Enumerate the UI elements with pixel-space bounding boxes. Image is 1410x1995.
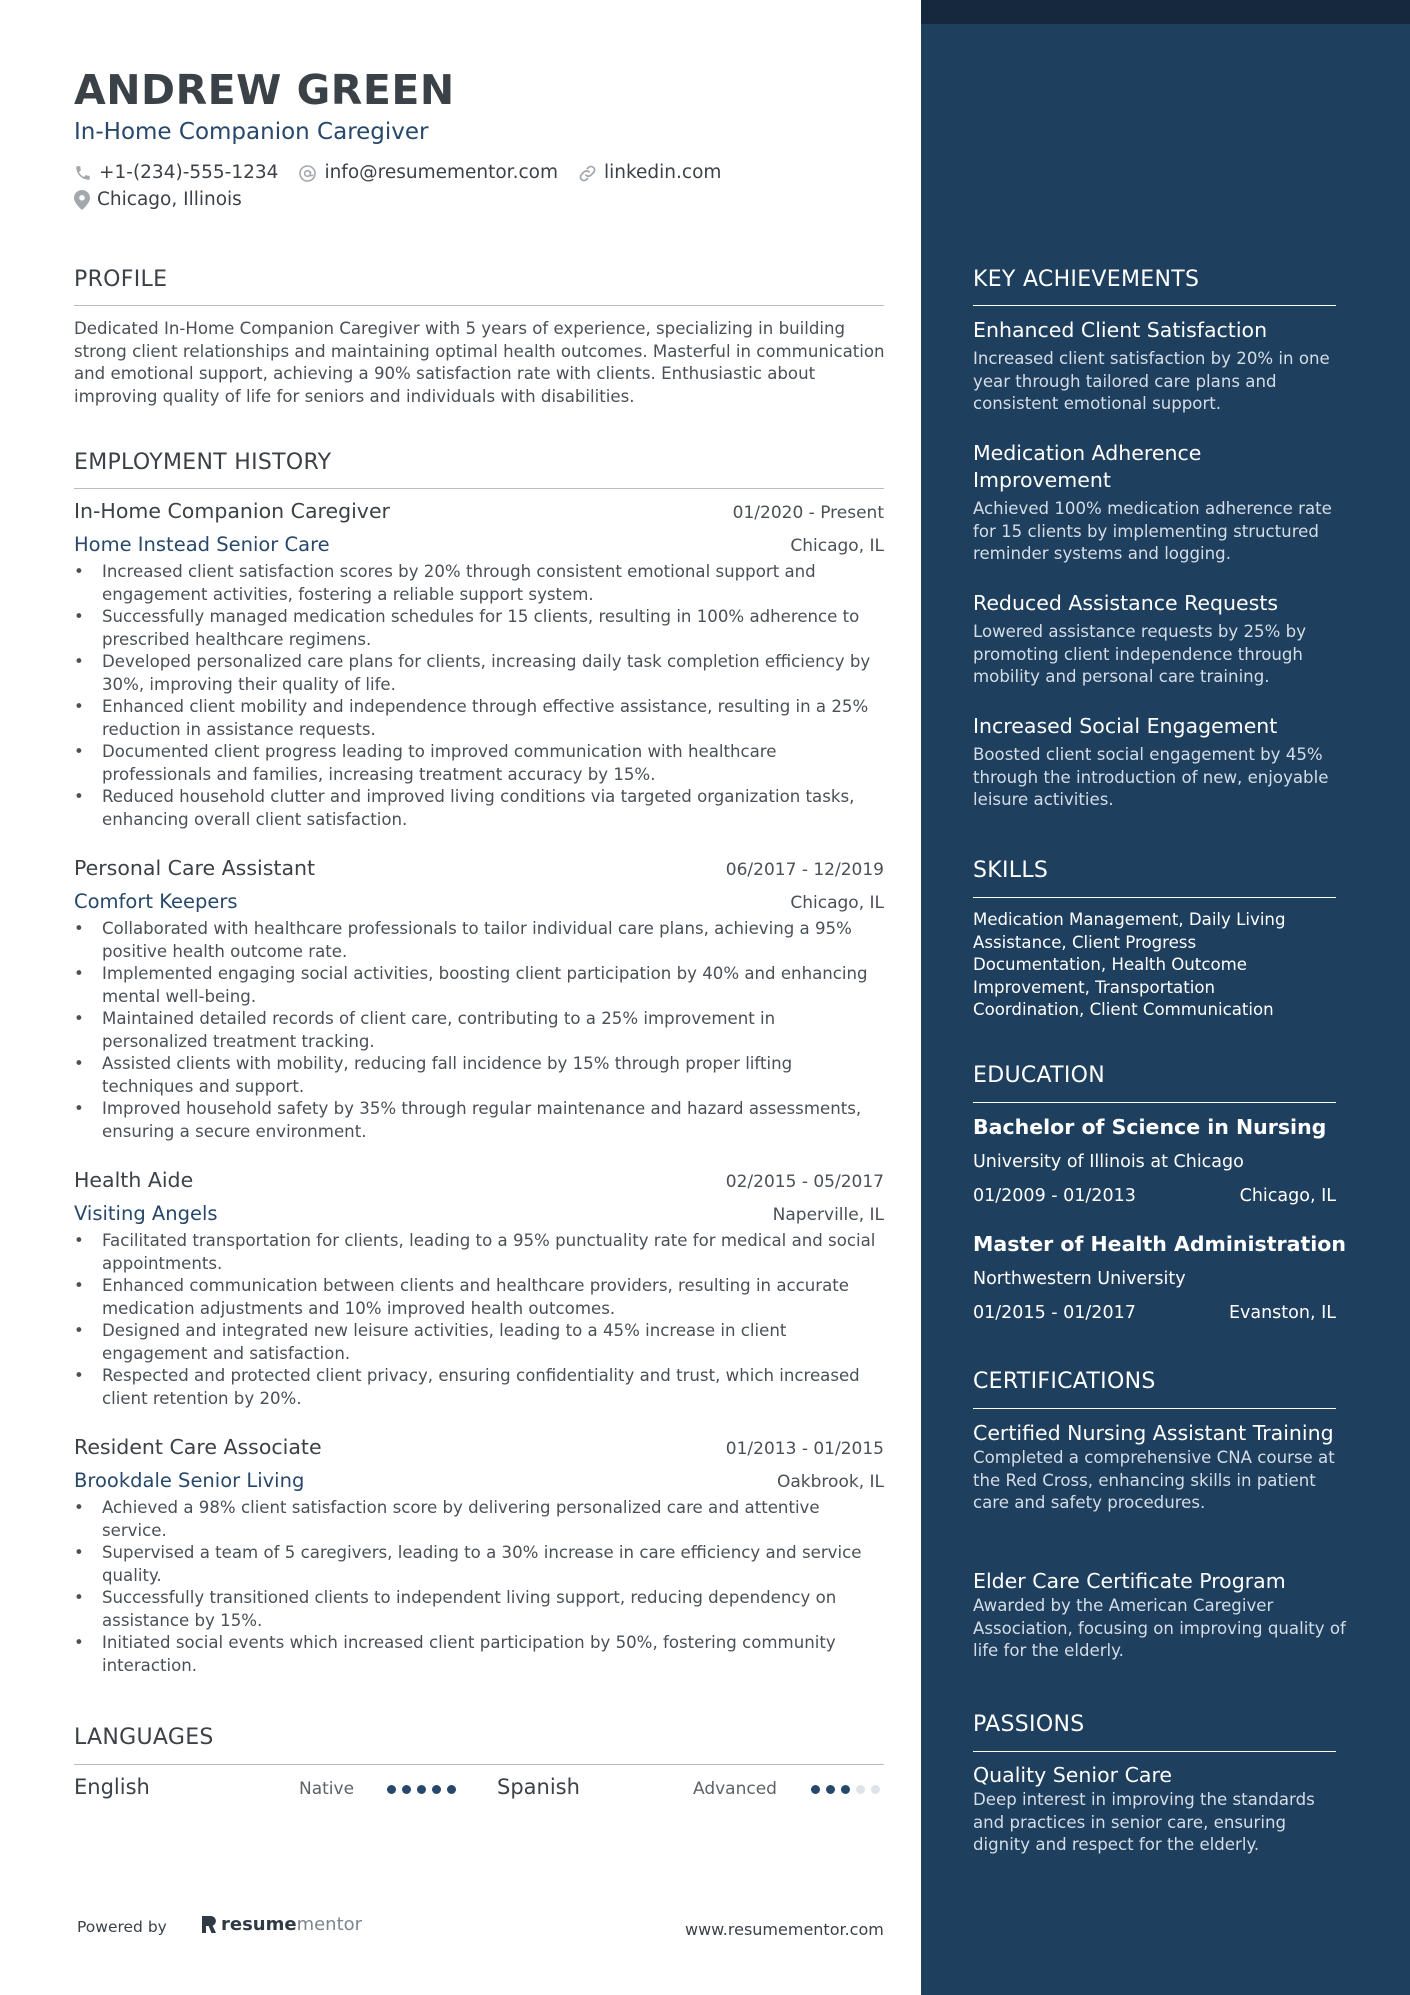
passions-heading: PASSIONS bbox=[973, 1712, 1085, 1737]
job-bullets bbox=[74, 561, 884, 831]
job-dates: 06/2017 - 12/2019 bbox=[725, 860, 884, 880]
rating-dot-filled bbox=[417, 1785, 426, 1794]
bullet-item: • Reduced household clutter and improved living conditions via targeted organization tasks, enhancing overall client satisfaction. bbox=[74, 786, 884, 831]
education-divider bbox=[973, 1102, 1336, 1103]
linkedin-item bbox=[578, 161, 721, 185]
location-row bbox=[74, 188, 262, 212]
sidebar bbox=[921, 0, 1410, 1995]
profile-summary: Dedicated In-Home Companion Caregiver with 5 years of experience, specializing in building strong client relationships and maintaining optimal health outcomes. Masterful in communication and emotional support, achieving a 90% satisfaction rate with clients. Enthusiastic about improving quality of life for seniors and individuals with disabilities. bbox=[74, 319, 885, 406]
email-link[interactable]: info@resumementor.com bbox=[324, 162, 558, 183]
education-dates: 01/2015 - 01/2017 bbox=[973, 1303, 1136, 1323]
bullet-item: • Documented client progress leading to improved communication with healthcare professionals and families, increasing treatment accuracy by 15%. bbox=[74, 741, 884, 786]
company-name: Visiting Angels bbox=[74, 1202, 218, 1225]
education-location: Evanston, IL bbox=[1228, 1303, 1336, 1323]
linkedin-link[interactable]: linkedin.com bbox=[603, 162, 722, 183]
bullet-item: • Successfully transitioned clients to independent living support, reducing dependency on assistance by 15%. bbox=[74, 1587, 884, 1632]
bullet-item: • Developed personalized care plans for clients, increasing daily task completion efficiency by 30%, improving their quality of life. bbox=[74, 651, 884, 696]
bullet-item: • Respected and protected client privacy, ensuring confidentiality and trust, which increased client retention by 20%. bbox=[74, 1365, 884, 1410]
profile-heading: PROFILE bbox=[74, 267, 168, 292]
achievement-item bbox=[973, 590, 1348, 689]
job-location: Chicago, IL bbox=[790, 536, 884, 556]
certification-title: Elder Care Certificate Program bbox=[973, 1569, 1286, 1593]
language-name: Spanish bbox=[497, 1775, 580, 1799]
bullet-item: • Successfully managed medication schedules for 15 clients, resulting in 100% adherence to prescribed healthcare regimens. bbox=[74, 606, 884, 651]
school-name: Northwestern University bbox=[973, 1269, 1186, 1289]
sidebar-top-band bbox=[921, 0, 1410, 24]
rating-dot-filled bbox=[432, 1785, 441, 1794]
profile-divider bbox=[74, 305, 884, 306]
bullet-item: • Designed and integrated new leisure activities, leading to a 45% increase in client engagement and satisfaction. bbox=[74, 1320, 884, 1365]
school-name: University of Illinois at Chicago bbox=[973, 1152, 1244, 1172]
education-entry bbox=[973, 1231, 1348, 1325]
bullet-item: • Enhanced communication between clients and healthcare providers, resulting in accurate medication adjustments and 10% improved health outcomes. bbox=[74, 1275, 884, 1320]
logo-text-bold: resume bbox=[221, 1914, 297, 1935]
achievement-text: Achieved 100% medication adherence rate for 15 clients by implementing structured reminder systems and logging. bbox=[973, 499, 1332, 563]
language-level: Advanced bbox=[693, 1779, 777, 1799]
rating-dot-filled bbox=[811, 1785, 820, 1794]
job-entry bbox=[74, 856, 884, 1143]
company-name: Comfort Keepers bbox=[74, 890, 238, 913]
achievement-title: Enhanced Client Satisfaction bbox=[973, 318, 1268, 342]
bullet-item: • Supervised a team of 5 caregivers, leading to a 30% increase in care efficiency and service quality. bbox=[74, 1542, 884, 1587]
language-rating bbox=[811, 1785, 886, 1794]
phone-icon bbox=[74, 164, 92, 182]
employment-heading: EMPLOYMENT HISTORY bbox=[74, 450, 332, 475]
education-dates: 01/2009 - 01/2013 bbox=[973, 1186, 1136, 1206]
rating-dot-filled bbox=[826, 1785, 835, 1794]
certification-text: Completed a comprehensive CNA course at the Red Cross, enhancing skills in patient care and safety procedures. bbox=[973, 1448, 1335, 1512]
achievement-item bbox=[973, 440, 1333, 566]
achievement-title: Reduced Assistance Requests bbox=[973, 591, 1279, 615]
phone-item bbox=[74, 161, 278, 185]
job-bullets bbox=[74, 1230, 884, 1410]
education-heading: EDUCATION bbox=[973, 1063, 1106, 1088]
rating-dot-empty bbox=[871, 1785, 880, 1794]
bullet-item: • Implemented engaging social activities, boosting client participation by 40% and enhancing mental well-being. bbox=[74, 963, 884, 1008]
candidate-name: ANDREW GREEN bbox=[74, 66, 455, 114]
skills-list: Medication Management, Daily Living Assistance, Client Progress Documentation, Health Outcome Improvement, Transportation Coordination, Client Communication bbox=[973, 910, 1286, 1019]
rating-dot-filled bbox=[841, 1785, 850, 1794]
bullet-item: • Collaborated with healthcare professionals to tailor individual care plans, achieving a 95% positive health outcome rate. bbox=[74, 918, 884, 963]
location-text: Chicago, Illinois bbox=[97, 189, 242, 210]
degree-name: Master of Health Administration bbox=[973, 1232, 1346, 1256]
skills-divider bbox=[973, 897, 1336, 898]
bullet-item: • Facilitated transportation for clients, leading to a 95% punctuality rate for medical and social appointments. bbox=[74, 1230, 884, 1275]
company-name: Brookdale Senior Living bbox=[74, 1469, 305, 1492]
education-location: Chicago, IL bbox=[1239, 1186, 1336, 1206]
job-bullets bbox=[74, 918, 884, 1143]
email-item bbox=[298, 161, 558, 185]
location-pin-icon bbox=[74, 190, 90, 210]
achievements-divider bbox=[973, 305, 1336, 306]
bullet-item: • Assisted clients with mobility, reducing fall incidence by 15% through proper lifting techniques and support. bbox=[74, 1053, 884, 1098]
languages-heading: LANGUAGES bbox=[74, 1725, 214, 1750]
powered-by-text: Powered by bbox=[77, 1918, 167, 1936]
certification-item bbox=[973, 1420, 1348, 1515]
passion-title: Quality Senior Care bbox=[973, 1763, 1173, 1787]
at-icon bbox=[298, 164, 317, 183]
bullet-item: • Enhanced client mobility and independence through effective assistance, resulting in a 25% reduction in assistance requests. bbox=[74, 696, 884, 741]
skills-heading: SKILLS bbox=[973, 858, 1049, 883]
resumementor-logo-icon bbox=[200, 1915, 217, 1934]
languages-row bbox=[74, 1775, 884, 1805]
employment-divider bbox=[74, 488, 884, 489]
bullet-item: • Achieved a 98% client satisfaction score by delivering personalized care and attentive service. bbox=[74, 1497, 884, 1542]
location-item bbox=[74, 188, 242, 212]
job-entry bbox=[74, 499, 884, 831]
certifications-divider bbox=[973, 1408, 1336, 1409]
certification-item bbox=[973, 1568, 1348, 1663]
job-dates: 01/2013 - 01/2015 bbox=[725, 1439, 884, 1459]
achievement-text: Increased client satisfaction by 20% in one year through tailored care plans and consistent emotional support. bbox=[973, 349, 1330, 413]
achievement-item bbox=[973, 317, 1348, 416]
passion-item bbox=[973, 1762, 1343, 1857]
achievement-item bbox=[973, 713, 1348, 812]
job-entry bbox=[74, 1168, 884, 1410]
job-title: Personal Care Assistant bbox=[74, 856, 316, 880]
job-location: Oakbrook, IL bbox=[777, 1472, 884, 1492]
language-level: Native bbox=[299, 1779, 355, 1799]
bullet-item: • Initiated social events which increased client participation by 50%, fostering community interaction. bbox=[74, 1632, 884, 1677]
phone-text: +1-(234)-555-1234 bbox=[99, 162, 279, 183]
language-name: English bbox=[74, 1775, 150, 1799]
passion-text: Deep interest in improving the standards and practices in senior care, ensuring dignity and respect for the elderly. bbox=[973, 1790, 1315, 1854]
degree-name: Bachelor of Science in Nursing bbox=[973, 1115, 1327, 1139]
bullet-item: • Increased client satisfaction scores by 20% through consistent emotional support and engagement activities, fostering a reliable support system. bbox=[74, 561, 884, 606]
logo-text-light: mentor bbox=[296, 1914, 363, 1935]
certification-title: Certified Nursing Assistant Training bbox=[973, 1421, 1334, 1445]
rating-dot-filled bbox=[447, 1785, 456, 1794]
achievements-heading: KEY ACHIEVEMENTS bbox=[973, 267, 1200, 292]
job-bullets bbox=[74, 1497, 884, 1677]
bullet-item: • Improved household safety by 35% through regular maintenance and hazard assessments, ensuring a secure environment. bbox=[74, 1098, 884, 1143]
job-dates: 01/2020 - Present bbox=[732, 503, 884, 523]
job-dates: 02/2015 - 05/2017 bbox=[725, 1172, 884, 1192]
certifications-heading: CERTIFICATIONS bbox=[973, 1369, 1156, 1394]
job-title: Health Aide bbox=[74, 1168, 194, 1192]
footer-url[interactable]: www.resumementor.com bbox=[685, 1920, 884, 1939]
resumementor-logo[interactable] bbox=[200, 1914, 362, 1935]
rating-dot-filled bbox=[387, 1785, 396, 1794]
passions-divider bbox=[973, 1751, 1336, 1752]
link-icon bbox=[578, 164, 597, 183]
job-title-headline: In-Home Companion Caregiver bbox=[74, 119, 429, 145]
language-rating bbox=[387, 1785, 462, 1794]
rating-dot-empty bbox=[856, 1785, 865, 1794]
contact-row bbox=[74, 161, 741, 185]
job-entry bbox=[74, 1435, 884, 1677]
achievement-title: Medication Adherence Improvement bbox=[973, 441, 1202, 492]
job-location: Chicago, IL bbox=[790, 893, 884, 913]
achievement-text: Lowered assistance requests by 25% by promoting client independence through mobility and personal care training. bbox=[973, 622, 1307, 686]
achievement-title: Increased Social Engagement bbox=[973, 714, 1278, 738]
job-location: Naperville, IL bbox=[772, 1205, 884, 1225]
achievement-text: Boosted client social engagement by 45% through the introduction of new, enjoyable leisure activities. bbox=[973, 745, 1329, 809]
languages-divider bbox=[74, 1764, 884, 1765]
job-title: In-Home Companion Caregiver bbox=[74, 499, 390, 523]
certification-text: Awarded by the American Caregiver Association, focusing on improving quality of life for the elderly. bbox=[973, 1596, 1346, 1660]
company-name: Home Instead Senior Care bbox=[74, 533, 330, 556]
rating-dot-filled bbox=[402, 1785, 411, 1794]
bullet-item: • Maintained detailed records of client care, contributing to a 25% improvement in personalized treatment tracking. bbox=[74, 1008, 884, 1053]
job-title: Resident Care Associate bbox=[74, 1435, 322, 1459]
education-entry bbox=[973, 1114, 1348, 1208]
